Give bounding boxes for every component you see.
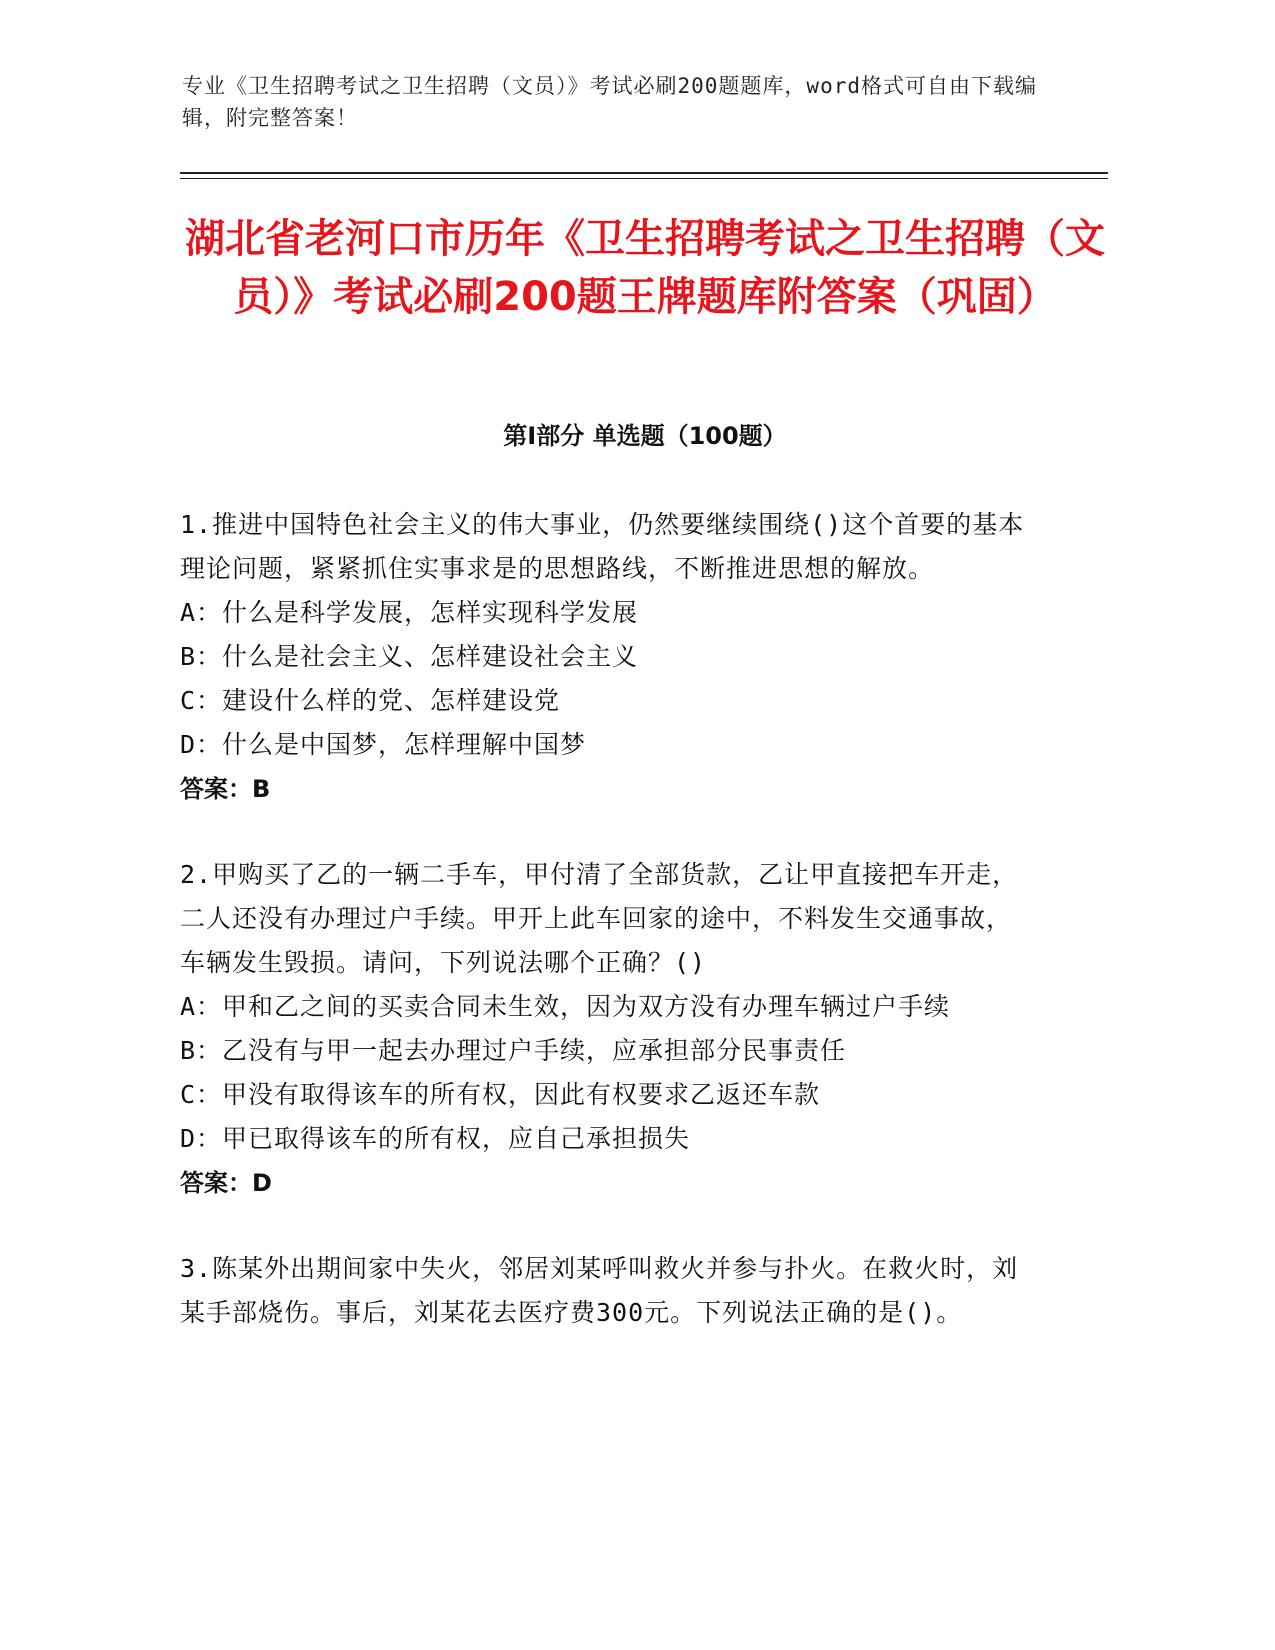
answer: 答案：B (180, 775, 271, 803)
option-d: D：什么是中国梦，怎样理解中国梦 (180, 730, 587, 759)
section-heading: 第Ⅰ部分 单选题（100题） (503, 422, 787, 450)
question-stem: 3.陈某外出期间家中失火，邻居刘某呼叫救火并参与扑火。在救火时，刘某手部烧伤。事后，刘某花去医疗费300元。下列说法正确的是()。 (180, 1254, 1019, 1327)
option-b: B：乙没有与甲一起去办理过户手续，应承担部分民事责任 (180, 1036, 847, 1065)
answer: 答案：D (180, 1169, 272, 1197)
option-d: D：甲已取得该车的所有权，应自己承担损失 (180, 1124, 691, 1153)
header-divider-thin (180, 178, 1108, 179)
question-1 (180, 503, 1030, 811)
option-a: A：甲和乙之间的买卖合同未生效，因为双方没有办理车辆过户手续 (180, 992, 951, 1021)
question-2 (180, 853, 1030, 1205)
option-c: C：甲没有取得该车的所有权，因此有权要求乙返还车款 (180, 1080, 821, 1109)
header-note: 专业《卫生招聘考试之卫生招聘（文员）》考试必刷200题题库，word格式可自由下载编辑，附完整答案！ (182, 74, 1037, 130)
option-b: B：什么是社会主义、怎样建设社会主义 (180, 642, 639, 671)
question-stem: 2.甲购买了乙的一辆二手车，甲付清了全部货款，乙让甲直接把车开走，二人还没有办理过户手续。甲开上此车回家的途中，不料发生交通事故，车辆发生毁损。请问，下列说法哪个正确？() (180, 860, 1019, 977)
question-list (180, 503, 1030, 1377)
option-c: C：建设什么样的党、怎样建设党 (180, 686, 561, 715)
question-stem: 1.推进中国特色社会主义的伟大事业，仍然要继续围绕()这个首要的基本理论问题，紧紧抓住实事求是的思想路线，不断推进思想的解放。 (180, 510, 1025, 583)
header-divider (180, 172, 1108, 174)
question-3 (180, 1247, 1030, 1335)
document-title: 湖北省老河口市历年《卫生招聘考试之卫生招聘（文员）》考试必刷200题王牌题库附答案（巩固） (185, 216, 1105, 320)
option-a: A：什么是科学发展，怎样实现科学发展 (180, 598, 639, 627)
